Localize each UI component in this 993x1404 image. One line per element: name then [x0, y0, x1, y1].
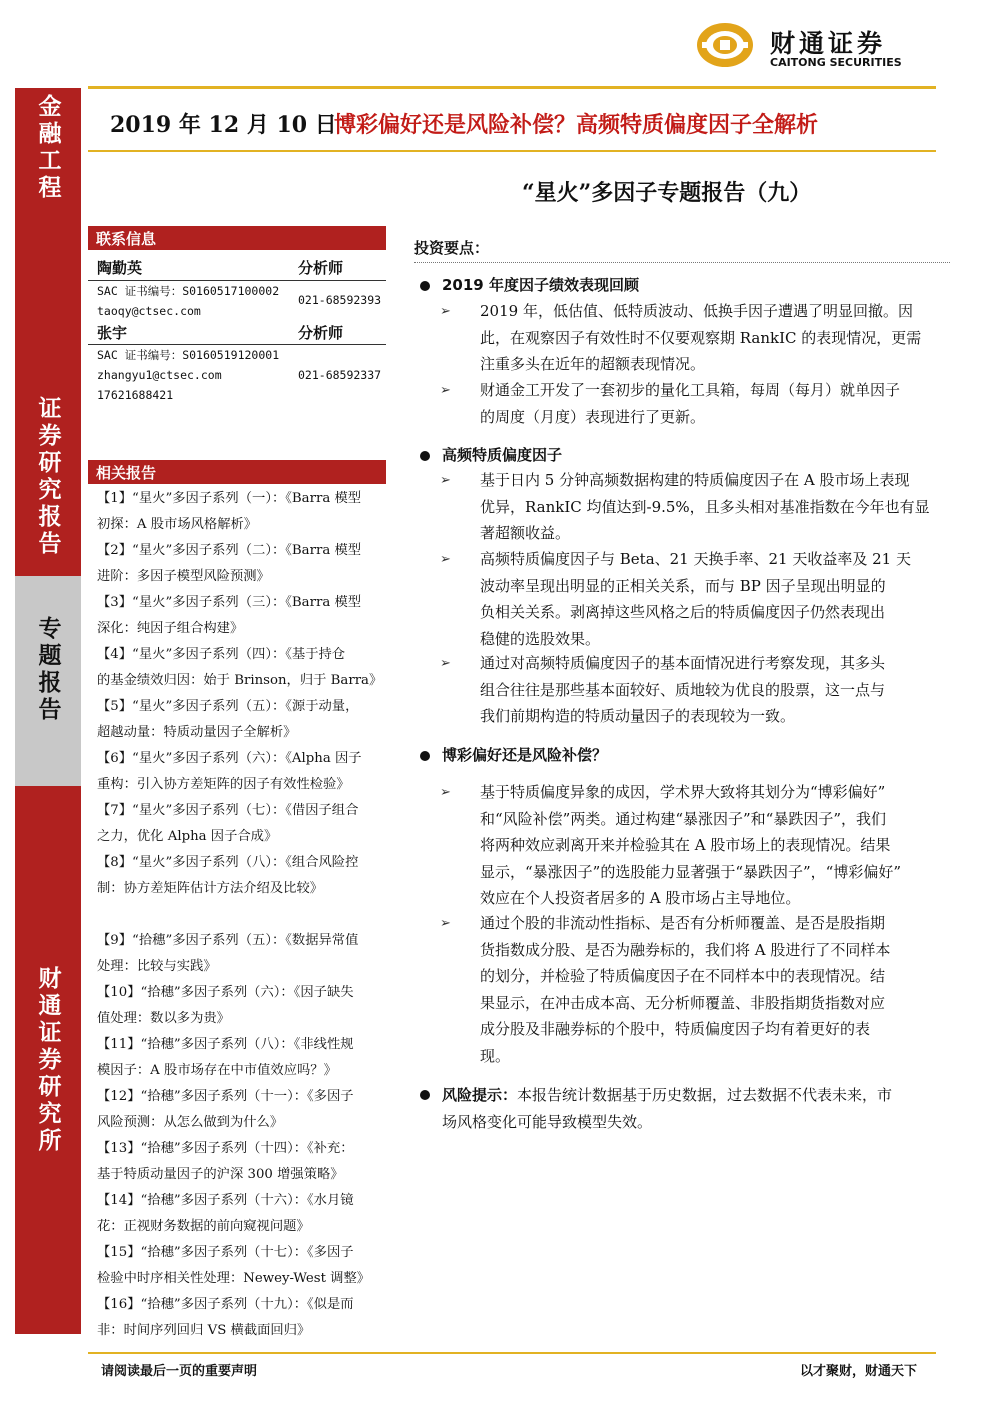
paragraph-line: 的划分，并检验了特质偏度因子在不同样本中的表现情况。结: [480, 967, 886, 985]
related-report-line: 【5】“星火”多因子系列（五）：《源于动量，: [97, 699, 359, 714]
related-report-line: 【1】“星火”多因子系列（一）：《Barra 模型: [97, 491, 362, 506]
analyst-1-email[interactable]: taoqy@ctsec.com: [97, 304, 201, 318]
paragraph-line: 基于特质偏度异象的成因，学术界大致将其划分为“博彩偏好”: [480, 783, 886, 801]
risk-warning: [442, 1082, 950, 1135]
analyst-2-email[interactable]: zhangyu1@ctsec.com: [97, 368, 222, 382]
side-band: [15, 88, 81, 1334]
arrow-bullet-icon: ➢: [440, 785, 451, 800]
report-subtitle: “星火”多因子专题报告（九）: [522, 180, 812, 206]
bullet-icon: [420, 281, 430, 291]
paragraph-line: 高频特质偏度因子与 Beta、21 天换手率、21 天收益率及 21 天: [480, 550, 911, 568]
related-report-line: 【9】“拾穗”多因子系列（五）：《数据异常值: [97, 933, 359, 948]
paragraph-line: 效应在个人投资者居多的 A 股市场占主导地位。: [480, 889, 801, 907]
related-report-line: 【4】“星火”多因子系列（四）：《基于持仓: [97, 647, 346, 662]
contact-divider: [88, 280, 386, 281]
contact-divider: [88, 344, 386, 345]
section-paragraph: [480, 650, 950, 730]
section-paragraph: [480, 910, 950, 1069]
paragraph-line: 此，在观察因子有效性时不仅要观察期 RankIC 的表现情况，更需: [480, 328, 922, 347]
related-report-line: 【7】“星火”多因子系列（七）：《借因子组合: [97, 803, 359, 818]
related-report-line: 【12】“拾穗”多因子系列（十一）：《多因子: [97, 1089, 354, 1104]
footer-disclaimer-link[interactable]: 请阅读最后一页的重要声明: [101, 1364, 258, 1379]
related-report-line: 重构：引入协方差矩阵的因子有效性检验》: [97, 777, 350, 792]
paragraph-line: 我们前期构造的特质动量因子的表现较为一致。: [480, 707, 796, 725]
related-report-item[interactable]: [97, 928, 387, 980]
related-report-line: 【10】“拾穗”多因子系列（六）：《因子缺失: [97, 985, 354, 1000]
paragraph-line: 著超额收益。: [480, 524, 571, 542]
side-label: 证券研究报告: [34, 396, 61, 558]
section-title: 2019 年度因子绩效表现回顾: [442, 276, 639, 294]
title-divider: [88, 150, 936, 152]
paragraph-line: 现。: [480, 1046, 511, 1065]
related-report-item[interactable]: [97, 642, 387, 694]
related-report-item[interactable]: [97, 486, 387, 538]
analyst-2-sac: SAC 证书编号：S0160519120001: [97, 348, 280, 362]
analyst-1-name: [97, 257, 142, 278]
related-report-line: 非：时间序列回归 VS 横截面回归》: [97, 1323, 311, 1338]
risk-text: 本报告统计数据基于历史数据，过去数据不代表未来，市: [517, 1086, 893, 1104]
logo-name-cn: 财通证券: [770, 29, 887, 58]
paragraph-line: 果显示，在冲击成本高、无分析师覆盖、非股指期货指数对应: [480, 993, 886, 1012]
related-report-line: 模因子：A 股市场存在中市值效应吗？》: [97, 1063, 337, 1078]
related-report-line: 花：正视财务数据的前向窥视问题》: [97, 1219, 310, 1234]
paragraph-line: 组合往往是那些基本面较好、质地较为优良的股票，这一点与: [480, 680, 886, 699]
related-report-item[interactable]: [97, 798, 387, 850]
analyst-2-mobile: 17621688421: [97, 388, 174, 402]
footer-divider: [88, 1352, 936, 1354]
related-report-item[interactable]: [97, 590, 387, 642]
related-report-line: 风险预测：从怎么做到为什么》: [97, 1115, 284, 1130]
paragraph-line: 通过个股的非流动性指标、是否有分析师覆盖、是否是股指期: [480, 914, 886, 932]
section-paragraph: [480, 546, 950, 652]
paragraph-line: 财通金工开发了一套初步的量化工具箱，每周（每月）就单因子: [480, 381, 901, 399]
related-report-item[interactable]: [97, 850, 387, 902]
related-report-line: 【3】“星火”多因子系列（三）：《Barra 模型: [97, 595, 362, 610]
paragraph-line: 货指数成分股、是否为融券标的，我们将 A 股进行了不同样本: [480, 940, 891, 959]
related-report-line: 超越动量：特质动量因子全解析》: [97, 725, 297, 740]
analyst-2-phone: 021-68592337: [298, 368, 382, 382]
paragraph-line: 和“风险补偿”两类。通过构建“暴涨因子”和“暴跌因子”，我们: [480, 809, 887, 828]
bullet-icon: [420, 751, 430, 761]
related-report-line: 制：协方差矩阵估计方法介绍及比较》: [97, 881, 324, 896]
paragraph-line: 注重多头在近年的超额表现情况。: [480, 355, 706, 373]
related-report-item[interactable]: [97, 538, 387, 590]
related-report-item[interactable]: [97, 1084, 387, 1136]
report-title: 博彩偏好还是风险补偿？高频特质偏度因子全解析: [334, 112, 819, 138]
contact-heading: 联系信息: [88, 226, 386, 250]
arrow-bullet-icon: ➢: [440, 304, 451, 319]
report-date: 2019 年 12 月 10 日: [110, 112, 337, 138]
header-divider: [88, 86, 936, 89]
risk-line: 场风格变化可能导致模型失效。: [442, 1112, 653, 1131]
related-report-item[interactable]: [97, 1292, 387, 1344]
related-report-line: 【14】“拾穗”多因子系列（十六）：《水月镜: [97, 1193, 354, 1208]
analyst-2-name: [97, 322, 127, 343]
arrow-bullet-icon: ➢: [440, 916, 451, 931]
paragraph-line: 优异，RankIC 均值达到-9.5%，且多头相对基准指数在今年也有显: [480, 497, 930, 516]
related-report-item[interactable]: [97, 1136, 387, 1188]
side-label: 专题报告: [34, 616, 61, 724]
related-report-line: 处理：比较与实践》: [97, 959, 217, 974]
related-report-line: 【13】“拾穗”多因子系列（十四）：《补充：: [97, 1141, 354, 1156]
related-report-line: 之力，优化 Alpha 因子合成》: [97, 829, 278, 844]
arrow-bullet-icon: ➢: [440, 552, 451, 567]
related-report-item[interactable]: [97, 694, 387, 746]
related-report-line: 【16】“拾穗”多因子系列（十九）：《似是而: [97, 1297, 354, 1312]
invest-heading: 投资要点：: [414, 239, 490, 257]
related-report-item[interactable]: [97, 1032, 387, 1084]
paragraph-line: 成分股及非融券标的个股中，特质偏度因子均有着更好的表: [480, 1020, 871, 1038]
paragraph-line: 基于日内 5 分钟高频数据构建的特质偏度因子在 A 股市场上表现: [480, 471, 910, 489]
analyst-name: 陶勤英: [97, 259, 143, 277]
analyst-1-role: [298, 257, 343, 278]
related-report-line: 【8】“星火”多因子系列（八）：《组合风险控: [97, 855, 359, 870]
side-segment-research-institute: [15, 786, 81, 1334]
related-report-item[interactable]: [97, 746, 387, 798]
related-heading: 相关报告: [88, 460, 386, 484]
section-title: 博彩偏好还是风险补偿？: [442, 746, 608, 764]
section-title: 高频特质偏度因子: [442, 446, 563, 464]
section-paragraph: [480, 467, 950, 547]
paragraph-line: 2019 年，低估值、低特质波动、低换手因子遭遇了明显回撤。因: [480, 302, 913, 320]
footer-slogan: 以才聚财，财通天下: [800, 1364, 918, 1379]
arrow-bullet-icon: ➢: [440, 656, 451, 671]
related-report-line: 【11】“拾穗”多因子系列（八）：《非线性规: [97, 1037, 354, 1052]
side-segment-special-report: [15, 576, 81, 786]
related-report-line: 【15】“拾穗”多因子系列（十七）：《多因子: [97, 1245, 354, 1260]
invest-divider: [414, 262, 950, 263]
arrow-bullet-icon: ➢: [440, 473, 451, 488]
related-report-line: 深化：纯因子组合构建》: [97, 621, 244, 636]
side-label: 金融工程: [34, 94, 61, 202]
related-report-line: 检验中时序相关性处理：Newey-West 调整》: [97, 1271, 371, 1286]
paragraph-line: 将两种效应剥离开来并检验其在 A 股市场上的表现情况。结果: [480, 836, 891, 854]
risk-line: [442, 1082, 950, 1109]
related-report-line: 进阶：多因子模型风险预测》: [97, 569, 270, 584]
related-report-line: 【2】“星火”多因子系列（二）：《Barra 模型: [97, 543, 362, 558]
related-report-line: 值处理：数以多为贵》: [97, 1011, 230, 1026]
risk-label: 风险提示：: [442, 1086, 518, 1104]
paragraph-line: 波动率呈现出明显的正相关关系，而与 BP 因子呈现出明显的: [480, 576, 886, 595]
logo-emblem-icon: [694, 20, 756, 70]
analyst-1-sac: SAC 证书编号：S0160517100002: [97, 284, 280, 298]
related-report-line: 【6】“星火”多因子系列（六）：《Alpha 因子: [97, 751, 362, 766]
arrow-bullet-icon: ➢: [440, 383, 451, 398]
analyst-2-role: [298, 322, 343, 343]
paragraph-line: 显示，“暴涨因子”的选股能力显著强于“暴跌因子”，“博彩偏好”: [480, 862, 902, 881]
section-paragraph: [480, 779, 950, 912]
company-logo: [694, 20, 934, 70]
related-report-line: 基于特质动量因子的沪深 300 增强策略》: [97, 1167, 344, 1182]
paragraph-line: 稳健的选股效果。: [480, 629, 601, 648]
section-paragraph: [480, 298, 950, 378]
bullet-icon: [420, 1090, 430, 1100]
related-report-item[interactable]: [97, 1188, 387, 1240]
paragraph-line: 通过对高频特质偏度因子的基本面情况进行考察发现，其多头: [480, 654, 886, 672]
section-paragraph: [480, 377, 950, 430]
paragraph-line: 的周度（月度）表现进行了更新。: [480, 407, 706, 426]
side-segment-research-report: [15, 378, 81, 576]
analyst-1-phone: 021-68592393: [298, 293, 382, 307]
related-list-a: [97, 486, 387, 902]
side-label: 财通证券研究所: [34, 966, 61, 1155]
analyst-role: 分析师: [298, 259, 344, 277]
paragraph-line: 负相关关系。剥离掉这些风格之后的特质偏度因子仍然表现出: [480, 603, 886, 621]
logo-name-en: CAITONG SECURITIES: [770, 56, 902, 69]
related-list-b: [97, 928, 387, 1344]
bullet-icon: [420, 451, 430, 461]
related-report-item[interactable]: [97, 1240, 387, 1292]
related-report-item[interactable]: [97, 980, 387, 1032]
side-segment-financial-engineering: [15, 88, 81, 378]
analyst-role: 分析师: [298, 324, 344, 342]
related-report-line: 初探：A 股市场风格解析》: [97, 517, 258, 532]
related-report-line: 的基金绩效归因：始于 Brinson，归于 Barra》: [97, 673, 383, 688]
analyst-name: 张宇: [97, 324, 128, 342]
